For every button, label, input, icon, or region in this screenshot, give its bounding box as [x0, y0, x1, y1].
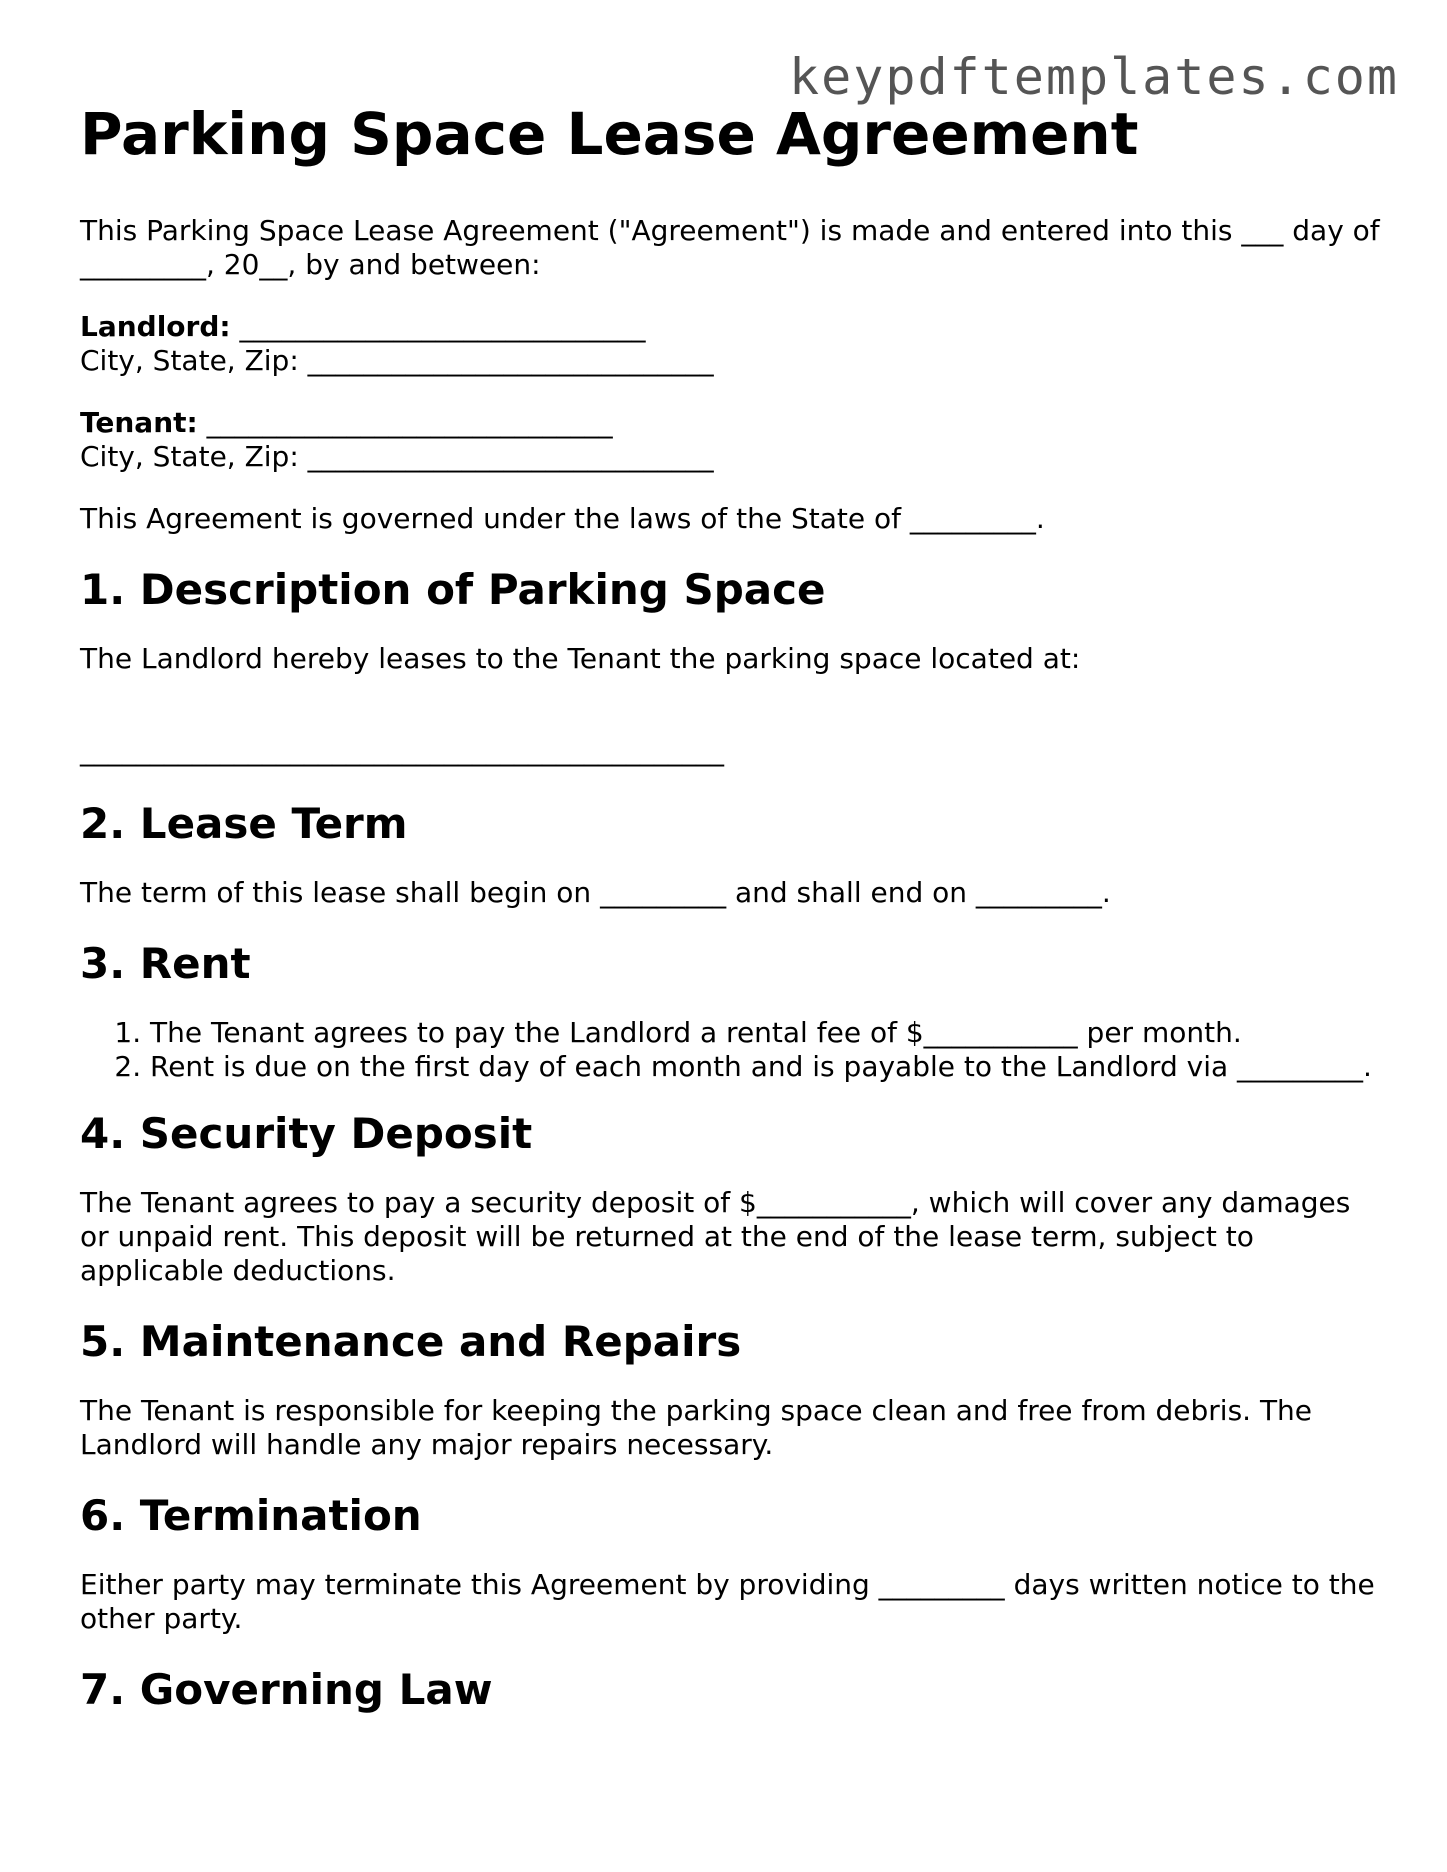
- section-text-security-deposit: The Tenant agrees to pay a security deposit of $___________, which will cover any damages or unpaid rent. This deposit will be returned at the end of the lease term, subject to applicable deductions.: [80, 1185, 1351, 1287]
- section-text-termination: Either party may terminate this Agreement by providing _________ days written notice to the other party.: [80, 1567, 1375, 1635]
- document-page: [80, 100, 1380, 1742]
- landlord-blank: _____________________________: [230, 309, 646, 343]
- section-heading-governing-law: 7. Governing Law: [80, 1664, 493, 1714]
- section-text-maintenance: The Tenant is responsible for keeping the parking space clean and free from debris. The Landlord will handle any major repairs necessary.: [80, 1393, 1313, 1461]
- list-item: 2. Rent is due on the first day of each month and is payable to the Landlord via _________.: [150, 1050, 1380, 1084]
- section-heading-maintenance: 5. Maintenance and Repairs: [80, 1316, 742, 1366]
- tenant-blank: _____________________________: [197, 405, 613, 439]
- section-heading-lease-term: 2. Lease Term: [80, 798, 408, 848]
- section-heading-termination: 6. Termination: [80, 1490, 422, 1540]
- tenant-block: [80, 406, 1380, 474]
- intro-paragraph: This Parking Space Lease Agreement ("Agreement") is made and entered into this ___ day of _________, 20__, by and between:: [80, 213, 1380, 281]
- section-text-description: The Landlord hereby leases to the Tenant the parking space located at:: [80, 641, 1081, 675]
- document-title: Parking Space Lease Agreement: [80, 100, 1139, 168]
- landlord-line: [80, 310, 1380, 344]
- watermark: keypdftemplates.com: [789, 48, 1399, 106]
- rent-list: [80, 1016, 1380, 1084]
- parking-location-blank: ______________________________________________: [80, 733, 724, 767]
- landlord-city-line: City, State, Zip: _____________________________: [80, 343, 714, 377]
- section-heading-rent: 3. Rent: [80, 938, 251, 988]
- landlord-block: [80, 310, 1380, 378]
- section-text-lease-term: The term of this lease shall begin on _________ and shall end on _________.: [80, 875, 1111, 909]
- tenant-line: [80, 406, 1380, 440]
- list-item: 1. The Tenant agrees to pay the Landlord a rental fee of $___________ per month.: [150, 1016, 1380, 1050]
- governed-paragraph: This Agreement is governed under the laws of the State of _________.: [80, 501, 1045, 535]
- landlord-label: Landlord:: [80, 309, 231, 343]
- section-heading-security-deposit: 4. Security Deposit: [80, 1108, 533, 1158]
- tenant-city-line: City, State, Zip: _____________________________: [80, 439, 714, 473]
- section-heading-description: 1. Description of Parking Space: [80, 564, 826, 614]
- tenant-label: Tenant:: [80, 405, 198, 439]
